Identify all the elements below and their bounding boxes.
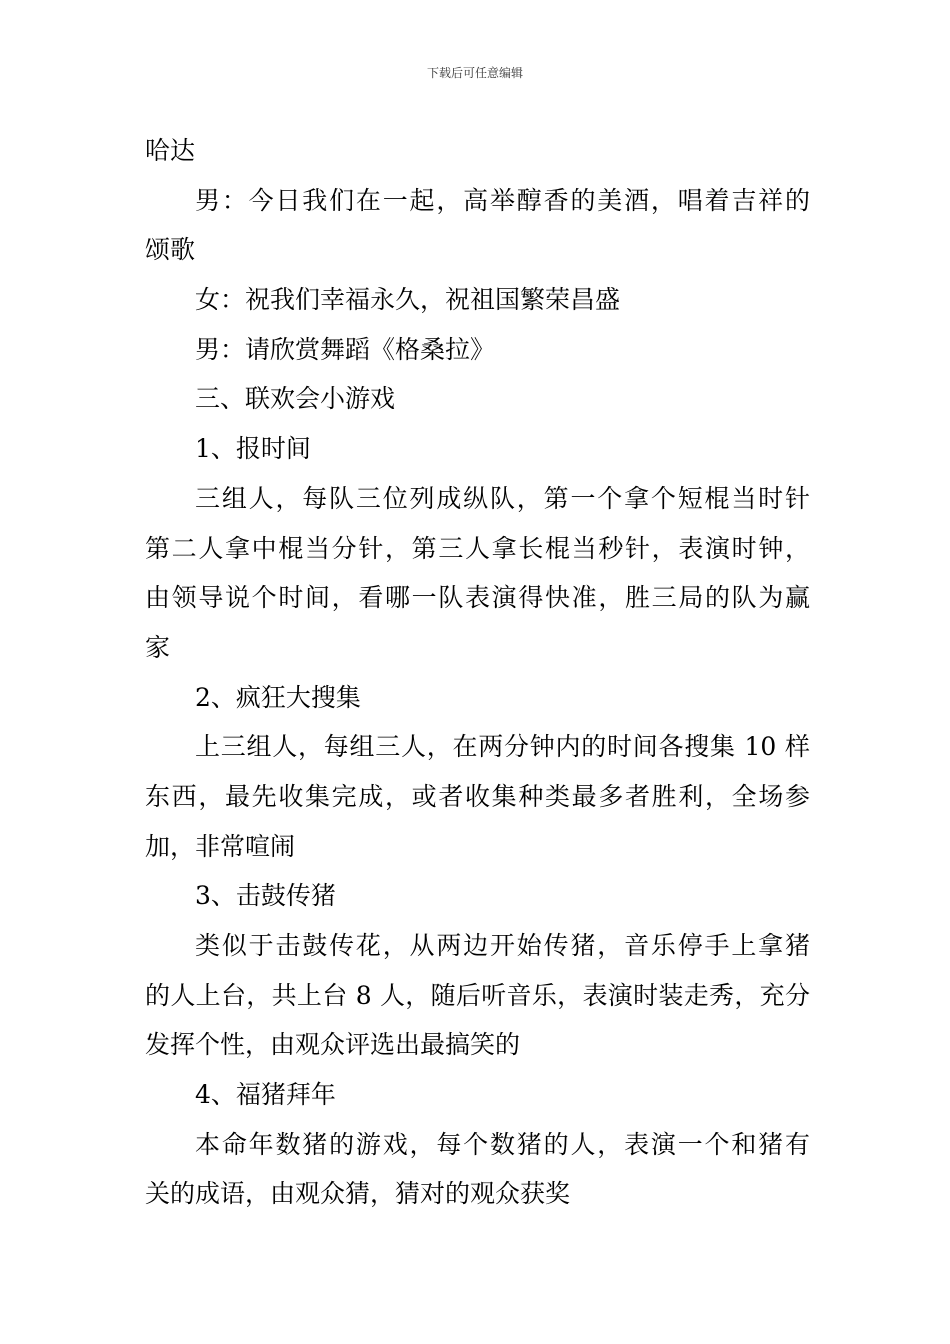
text-line: 由领导说个时间，看哪一队表演得快准，胜三局的队为赢: [145, 583, 810, 613]
text-line: 哈达: [145, 136, 196, 165]
game-title: 3、击鼓传猪: [195, 881, 336, 911]
text-line: 发挥个性，由观众评选出最搞笑的: [145, 1030, 521, 1060]
text-line: 三组人，每队三位列成纵队，第一个拿个短棍当时针: [195, 483, 810, 513]
text-line: 颂歌: [145, 235, 196, 265]
page-header: 下载后可任意编辑: [426, 66, 523, 80]
text-line: 第二人拿中棍当分针，第三人拿长棍当秒针，表演时钟，: [145, 533, 810, 563]
text-line: 本命年数猪的游戏，每个数猪的人，表演一个和猪有: [195, 1129, 810, 1159]
text-line: 关的成语，由观众猜，猜对的观众获奖: [145, 1179, 571, 1209]
text-line: 上三组人，每组三人，在两分钟内的时间各搜集 10 样: [195, 732, 810, 762]
text-line: 东西，最先收集完成，或者收集种类最多者胜利，全场参: [145, 781, 810, 811]
game-title: 4、福猪拜年: [195, 1080, 336, 1110]
text-line: 的人上台，共上台 8 人，随后听音乐，表演时装走秀，充分: [145, 980, 810, 1010]
game-title: 1、报时间: [195, 434, 311, 464]
document-body: [145, 126, 810, 1219]
text-line: 男：请欣赏舞蹈《格桑拉》: [195, 334, 496, 364]
text-line: 家: [145, 632, 171, 662]
text-line: 加，非常喧闹: [145, 831, 296, 861]
section-heading: 三、联欢会小游戏: [195, 384, 396, 414]
text-line: 男：今日我们在一起，高举醇香的美酒，唱着吉祥的: [195, 185, 810, 215]
text-line: 女：祝我们幸福永久，祝祖国繁荣昌盛: [195, 285, 621, 315]
text-line: 类似于击鼓传花，从两边开始传猪，音乐停手上拿猪: [195, 931, 810, 960]
game-title: 2、疯狂大搜集: [195, 682, 361, 712]
